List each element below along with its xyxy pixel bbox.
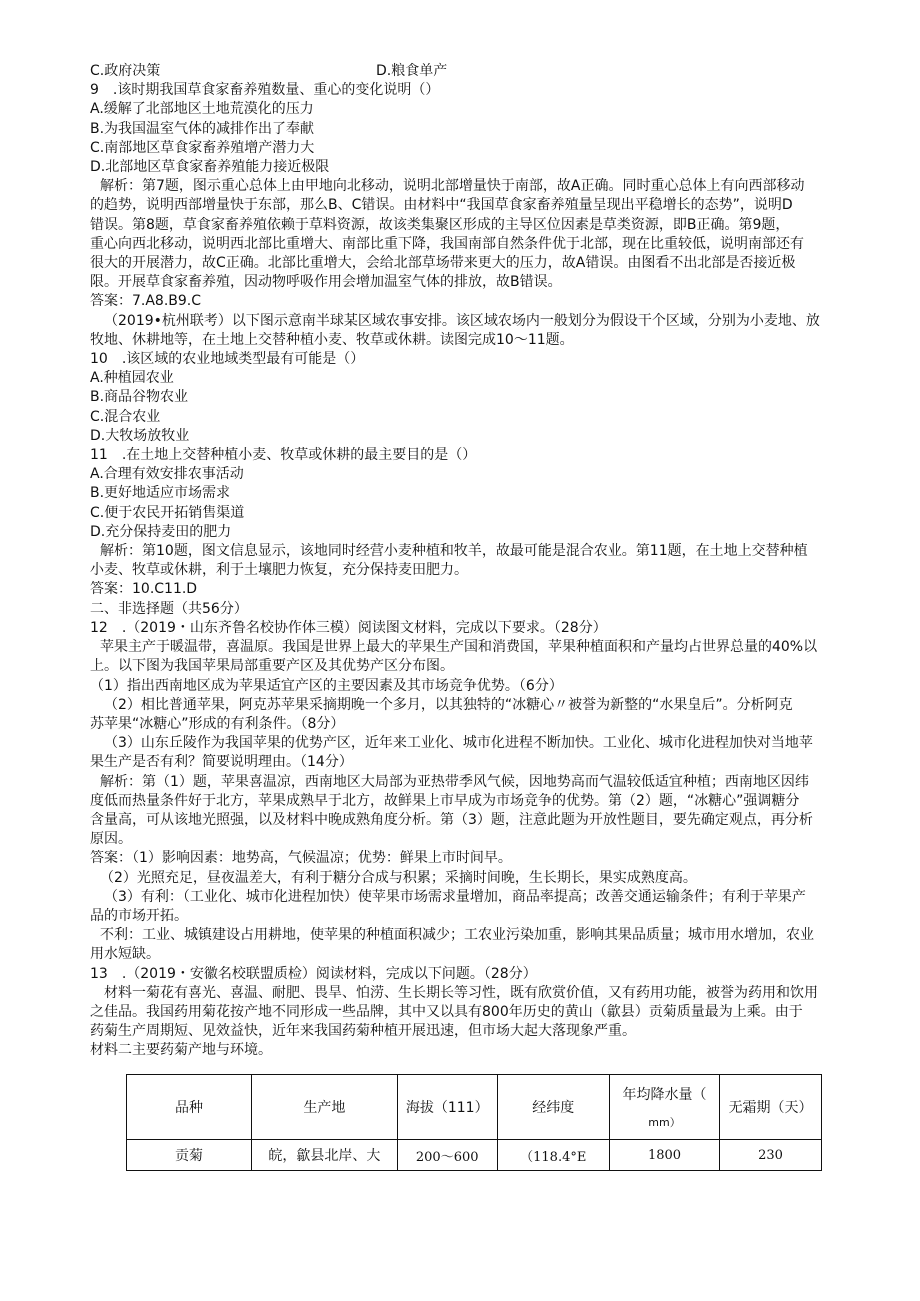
header-variety: 品种	[127, 1075, 252, 1140]
material-line: 材料二主要药菊产地与环境。	[90, 1042, 272, 1059]
q11-option-c: C.便于农民开拓销售渠道	[90, 504, 245, 521]
sub-question-3-cont: 果生产是否有利？简要说明理由。（14分）	[90, 754, 353, 771]
cell-precipitation: 1800	[609, 1140, 719, 1171]
answer-line: 答案：（1）影响因素：地势高，气候温凉；优势：鲜果上市时间早。	[90, 850, 512, 867]
sub-question-2: （2）相比普通苹果，阿克苏苹果采摘期晚一个多月，以其独特的“冰糖心〃被誉为新整的“水果皇后”。分析阿克	[104, 696, 793, 713]
cell-origin: 皖，歙县北岸、大	[251, 1140, 397, 1171]
sub-question-3: （3）山东丘陵作为我国苹果的优势产区，近年来工业化、城市化进程不断加快。工业化、城市化进程加快对当地苹	[104, 735, 813, 752]
analysis-line: 解析：第10题，图文信息显示，该地同时经营小麦种植和牧羊，故最可能是混合农业。第11题，在土地上交替种植	[100, 543, 808, 560]
answer-line: 用水短缺。	[90, 946, 160, 963]
analysis-line: 解析：第（1）题，苹果喜温凉，西南地区大局部为亚热带季风气候，因地势高而气温较低适宜种植；西南地区因纬	[100, 773, 809, 790]
header-precipitation	[609, 1075, 719, 1140]
answer-line: 不利：工业、城镇建设占用耕地，使苹果的种植面积减少；工农业污染加重，影响其果品质量；城市用水增加，农业	[100, 927, 814, 944]
q10-option-a: A.种植园农业	[90, 370, 174, 387]
header-coordinates: 经纬度	[497, 1075, 609, 1140]
material-line: 苹果主产于暖温带，喜温原。我国是世界上最大的苹果生产国和消费国，苹果种植面积和产量均占世界总量的40%以	[100, 639, 818, 656]
header-origin: 生产地	[251, 1075, 397, 1140]
material-line: 药菊生产周期短、见效益快，近年来我国药菊种植开展迅速，但市场大起大落现象严重。	[90, 1023, 636, 1040]
answer-line: 品的市场开拓。	[90, 907, 188, 924]
cell-frost-free: 230	[720, 1140, 822, 1171]
question-9-stem: 9 .该时期我国草食家畜养殖数量、重心的变化说明（）	[90, 82, 440, 99]
answer-line: 答案：10.C11.D	[90, 581, 198, 598]
option-c: C.政府决策	[90, 63, 161, 79]
answer-line: （2）光照充足，昼夜温差大，有利于糖分合成与积累；采摘时间晚，生长期长，果实成熟度高。	[100, 869, 697, 886]
document-page	[90, 62, 840, 1061]
section-heading: 二、非选择题（共56分）	[90, 600, 248, 617]
answer-line: （3）有利：（工业化、城市化进程加快）使苹果市场需求量增加，商品率提高；改善交通运输条件；有利于苹果产	[104, 888, 806, 905]
q9-option-a: A.缓解了北部地区土地荒漠化的压力	[90, 101, 314, 118]
q9-option-b: B.为我国温室气体的减排作出了奉献	[90, 120, 315, 137]
analysis-line: 错误。第8题，草食家畜养殖依赖于草料资源，故该类集聚区形成的主导区位因素是草类资源，即B正确。第9题，	[90, 216, 790, 233]
material-line: 之佳品。我国药用菊花按产地不同形成一些品牌，其中又以具有800年历史的黄山（歙县）贡菊质量最为上乘。由于	[90, 1003, 803, 1020]
material-line: 上。以下图为我国苹果局部重要产区及其优势产区分布图。	[90, 658, 454, 675]
analysis-line: 度低而热量条件好于北方，苹果成熟早于北方，故鲜果上市早成为市场竞争的优势。第（2）题，“冰糖心”强调糖分	[90, 792, 800, 809]
sub-question-1: （1）指出西南地区成为苹果适宜产区的主要因素及其市场竞争优势。（6分）	[90, 677, 563, 694]
analysis-line: 的趋势，说明西部增量快于东部，那么B、C错误。由材料中“我国草食家畜养殖量呈现出平稳增长的态势”，说明D	[90, 197, 793, 214]
q11-option-a: A.合理有效安排农事活动	[90, 466, 244, 483]
intro-line: 牧地、休耕地等，在土地上交替种植小麦、牧草或休耕。读图完成10～11题。	[90, 331, 574, 348]
q10-option-d: D.大牧场放牧业	[90, 427, 190, 444]
intro-line: （2019•杭州联考）以下图示意南半球某区域农事安排。该区域农场内一般划分为假设干个区域，分别为小麦地、放	[104, 312, 820, 329]
sub-question-2-cont: 苏苹果“冰糖心”形成的有利条件。（8分）	[90, 715, 345, 732]
cell-altitude: 200～600	[397, 1140, 497, 1171]
header-frost-free: 无霜期（天）	[720, 1075, 822, 1140]
q11-option-b: B.更好地适应市场需求	[90, 485, 231, 502]
answer-line: 答案：7.A8.B9.C	[90, 293, 202, 310]
analysis-line: 很大的开展潜力，故C正确。北部比重增大，会给北部草场带来更大的压力，故A错误。由图看不出北部是否接近极	[90, 255, 796, 272]
q9-option-d: D.北部地区草食家畜养殖能力接近极限	[90, 159, 330, 176]
header-precipitation-unit: mm）	[648, 1116, 681, 1129]
header-altitude: 海拔（111）	[397, 1075, 497, 1140]
analysis-line: 重心向西北移动，说明西北部比重增大、南部比重下降，我国南部自然条件优于北部，现在比重较低，说明南部还有	[90, 235, 804, 252]
cell-coordinates: （118.4°E	[497, 1140, 609, 1171]
q11-option-d: D.充分保持麦田的肥力	[90, 523, 232, 540]
question-12-stem: 12 .（2019・山东齐鲁名校协作体三模）阅读图文材料，完成以下要求。（28分）	[90, 619, 607, 636]
analysis-line: 限。开展草食家畜养殖，因动物呼吸作用会增加温室气体的排放，故B错误。	[90, 274, 562, 291]
table-row	[127, 1140, 822, 1171]
question-10-stem: 10 .该区域的农业地域类型最有可能是（）	[90, 351, 365, 368]
question-13-stem: 13 .（2019・安徽名校联盟质检）阅读材料，完成以下问题。（28分）	[90, 965, 537, 982]
analysis-line: 原因。	[90, 831, 132, 848]
q9-option-c: C.南部地区草食家畜养殖增产潜力大	[90, 139, 315, 156]
header-precipitation-label: 年均降水量（	[622, 1087, 707, 1103]
q10-option-b: B.商品谷物农业	[90, 389, 189, 406]
analysis-line: 小麦、牧草或休耕，利于土壤肥力恢复，充分保持麦田肥力。	[90, 562, 468, 579]
question-11-stem: 11 .在土地上交替种植小麦、牧草或休耕的最主要目的是（）	[90, 447, 477, 464]
analysis-line: 含量高，可从该地光照强，以及材料中晚成熟角度分析。第（3）题，注意此题为开放性题目，要先确定观点，再分析	[90, 811, 813, 828]
q10-option-c: C.混合农业	[90, 408, 161, 425]
option-d: D.粮食单产	[376, 63, 448, 79]
option-row	[90, 62, 840, 81]
analysis-line: 解析：第7题，图示重心总体上由甲地向北移动，说明北部增量快于南部，故A正确。同时重心总体上有向西部移动	[100, 178, 805, 195]
material-line: 材料一菊花有喜光、喜温、耐肥、畏旱、怕涝、生长期长等习性，既有欣赏价值，又有药用功能，被誉为药用和饮用	[104, 984, 818, 1001]
cell-variety: 贡菊	[127, 1140, 252, 1171]
herb-origin-table	[126, 1074, 822, 1171]
table-header-row	[127, 1075, 822, 1140]
